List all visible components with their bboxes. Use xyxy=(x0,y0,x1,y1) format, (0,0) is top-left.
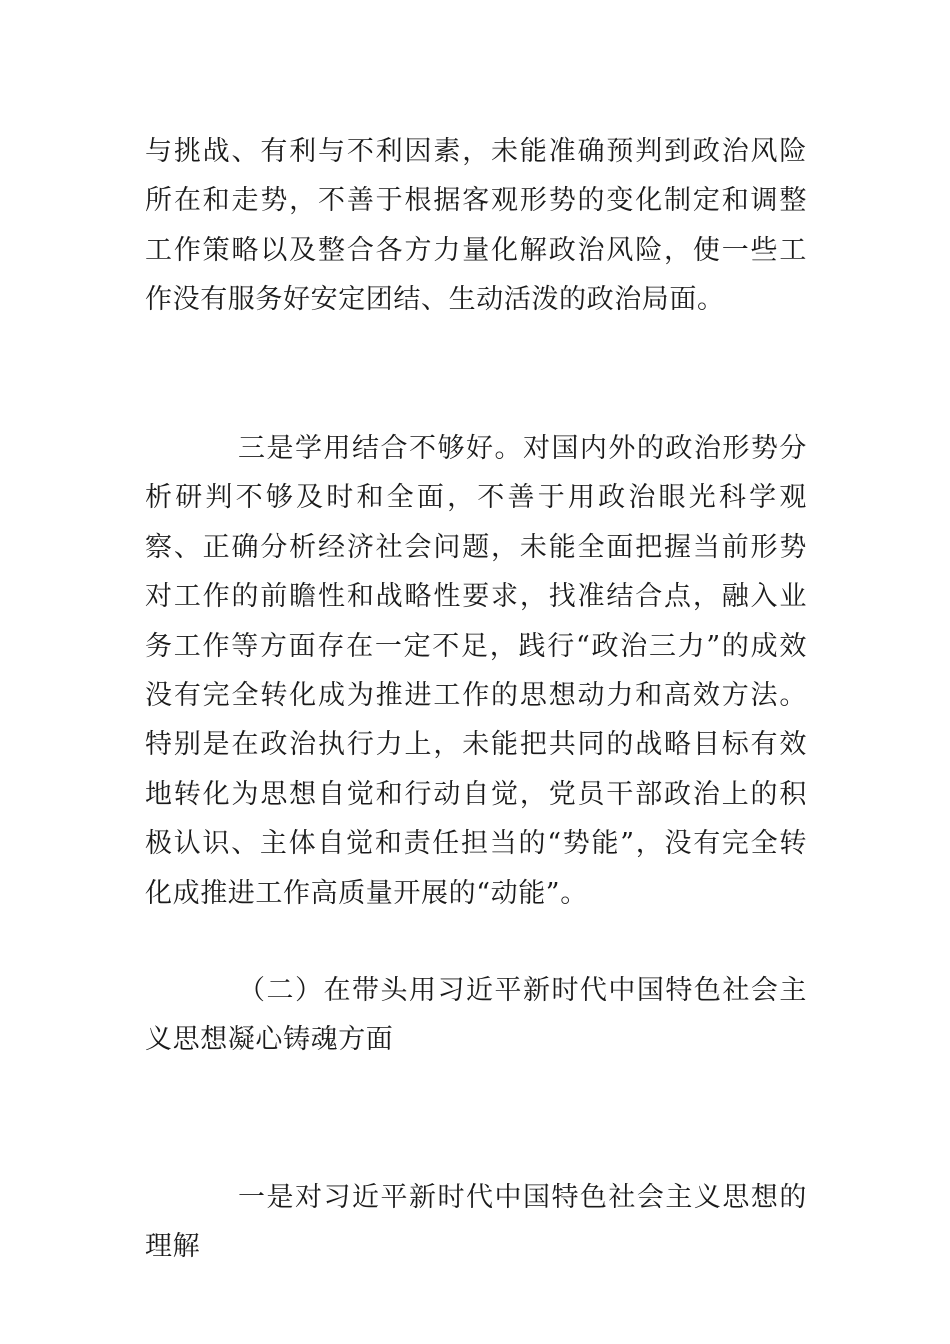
paragraph-point-one: 一是对习近平新时代中国特色社会主义思想的理解 xyxy=(145,1182,807,1263)
paragraph-continuation: 与挑战、有利与不利因素，未能准确预判到政治风险所在和走势，不善于根据客观形势的变化制定和调整工作策略以及整合各方力量化解政治风险，使一些工作没有服务好安定团结、生动活泼的政治局面。 xyxy=(145,136,807,316)
paragraph-point-three: 三是学用结合不够好。对国内外的政治形势分析研判不够及时和全面，不善于用政治眼光科学观察、正确分析经济社会问题，未能全面把握当前形势对工作的前瞻性和战略性要求，找准结合点，融入业务工作等方面存在一定不足，践行“政治三力”的成效没有完全转化成为推进工作的思想动力和高效方法。特别是在政治执行力上，未能把共同的战略目标有效地转化为思想自觉和行动自觉，党员干部政治上的积极认识、主体自觉和责任担当的“势能”，没有完全转化成推进工作高质量开展的“动能”。 xyxy=(145,433,807,909)
section-heading-two: （二）在带头用习近平新时代中国特色社会主义思想凝心铸魂方面 xyxy=(145,975,807,1056)
